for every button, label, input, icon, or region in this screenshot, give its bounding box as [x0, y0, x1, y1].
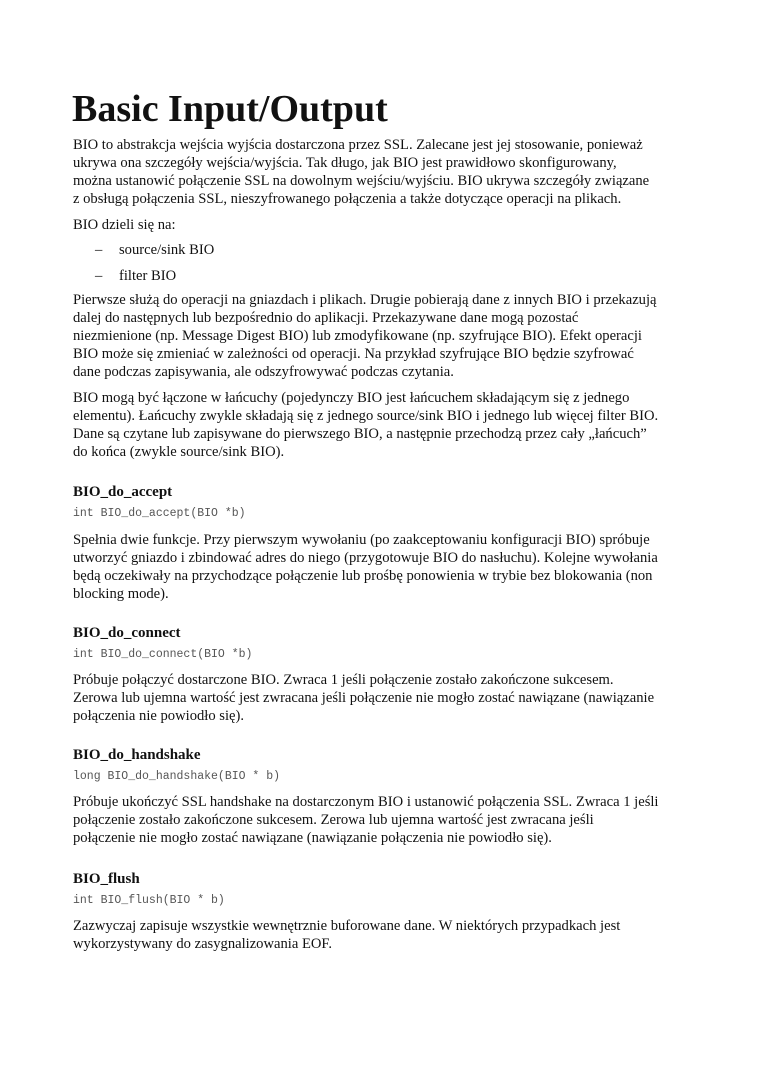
section-description	[73, 531, 713, 603]
text-line: będą oczekiwały na przychodzące połączenie lub prośbę ponowienia w trybie bez blokowania (non	[73, 568, 653, 584]
function-signature: long BIO_do_handshake(BIO * b)	[73, 770, 281, 783]
text-line: elementu). Łańcuchy zwykle składają się z jednego source/sink BIO i jednego lub więcej filter BIO.	[73, 408, 659, 424]
text-line: połączenie nie mogło zostać nawiązane (nawiązanie połączenia nie powiodło się).	[73, 830, 552, 846]
text-line: Spełnia dwie funkcje. Przy pierwszym wywołaniu (po zaakceptowaniu konfiguracji BIO) spróbuje	[73, 532, 650, 548]
section-heading: BIO_flush	[73, 871, 140, 887]
page-title: Basic Input/Output	[72, 88, 388, 130]
text-line: dane podczas zapisywania, ale odszyfrowywać podczas czytania.	[73, 364, 454, 380]
section-description	[73, 917, 713, 953]
text-line: niezmienione (np. Message Digest BIO) lub zmodyfikowane (np. szyfrujące BIO). Efekt operacji	[73, 328, 642, 344]
list-item	[95, 241, 214, 259]
dash-bullet-icon: –	[95, 268, 103, 284]
text-line: Pierwsze służą do operacji na gniazdach i plikach. Drugie pobierają dane z innych BIO i przekazują	[73, 292, 657, 308]
text-line: BIO mogą być łączone w łańcuchy (pojedynczy BIO jest łańcuchem składającym się z jednego	[73, 390, 630, 406]
text-line: Zerowa lub ujemna wartość jest zwracana jeśli połączenie nie mogło zostać nawiązane (nawiązanie	[73, 690, 655, 706]
section-heading: BIO_do_handshake	[73, 747, 201, 763]
text-line: do końca (zwykle source/sink BIO).	[73, 444, 285, 460]
text-line: połączenie zostało zakończone sukcesem. Zerowa lub ujemna wartość jest zwracana jeśli	[73, 812, 594, 828]
text-line: Próbuje ukończyć SSL handshake na dostarczonym BIO i ustanowić połączenia SSL. Zwraca 1 jeśli	[73, 794, 659, 810]
section-heading: BIO_do_connect	[73, 625, 181, 641]
text-line: z obsługą połączenia SSL, nieszyfrowanego połączenia a także dotyczące operacji na plikach.	[73, 191, 622, 207]
list-item-label: source/sink BIO	[119, 242, 215, 258]
section-description	[73, 793, 713, 847]
function-signature: int BIO_do_connect(BIO *b)	[73, 648, 253, 661]
intro-paragraph	[73, 136, 713, 208]
text-line: wykorzystywany do zasygnalizowania EOF.	[73, 936, 333, 952]
text-line: dalej do następnych lub bezpośrednio do aplikacji. Przekazywane dane mogą pozostać	[73, 310, 579, 326]
paragraph-bio-chains	[73, 389, 713, 461]
text-line: BIO dzieli się na:	[73, 217, 176, 233]
function-signature: int BIO_do_accept(BIO *b)	[73, 507, 246, 520]
text-line: ukrywa ona szczegóły wejścia/wyjścia. Tak długo, jak BIO jest prawidłowo skonfigurowany,	[73, 155, 617, 171]
section-heading: BIO_do_accept	[73, 484, 173, 500]
dash-bullet-icon: –	[95, 242, 103, 258]
text-line: można ustanowić połączenie SSL na dowolnym wejściu/wyjściu. BIO ukrywa szczegóły związane	[73, 173, 650, 189]
list-item	[95, 267, 176, 285]
text-line: Dane są czytane lub zapisywane do pierwszego BIO, a następnie przechodzą przez cały „łańcuch”	[73, 426, 647, 442]
text-line: blocking mode).	[73, 586, 169, 602]
text-line: połączenia nie powiodło się).	[73, 708, 245, 724]
section-description	[73, 671, 713, 725]
divides-paragraph	[73, 216, 713, 234]
text-line: BIO to abstrakcja wejścia wyjścia dostarczona przez SSL. Zalecane jest jej stosowanie, ponieważ	[73, 137, 643, 153]
paragraph-bio-types	[73, 291, 713, 381]
list-item-label: filter BIO	[119, 268, 177, 284]
text-line: BIO może się zmieniać w zależności od operacji. Na przykład szyfrujące BIO będzie szyfrować	[73, 346, 634, 362]
function-signature: int BIO_flush(BIO * b)	[73, 894, 225, 907]
text-line: Zazwyczaj zapisuje wszystkie wewnętrznie buforowane dane. W niektórych przypadkach jest	[73, 918, 621, 934]
text-line: utworzyć gniazdo i zbindować adres do niego (przygotowuje BIO do nasłuchu). Kolejne wywołania	[73, 550, 658, 566]
text-line: Próbuje połączyć dostarczone BIO. Zwraca 1 jeśli połączenie zostało zakończone sukcesem.	[73, 672, 614, 688]
